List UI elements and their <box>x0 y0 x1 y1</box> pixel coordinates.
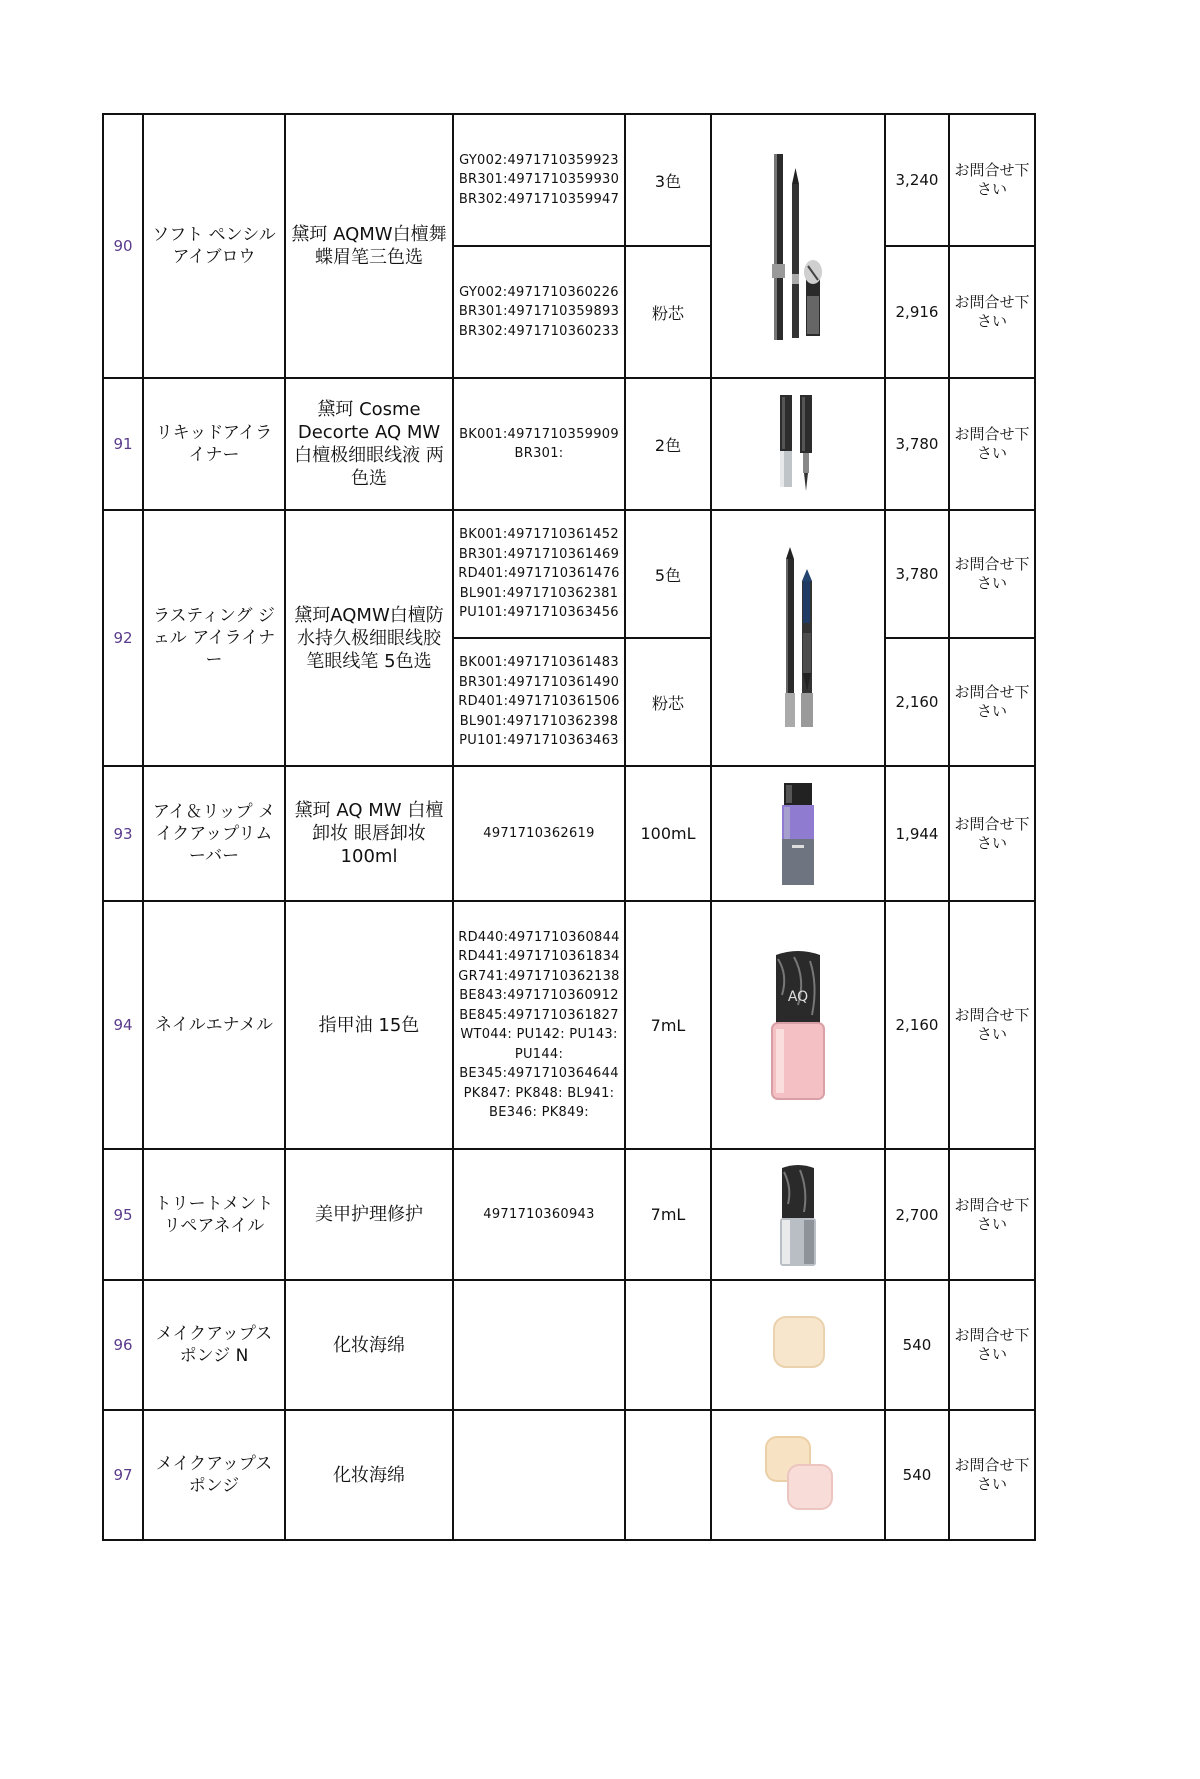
product-image <box>711 510 885 766</box>
japanese-name: ソフト ペンシル アイブロウ <box>143 114 285 378</box>
japanese-name: リキッドアイライナー <box>143 378 285 510</box>
spec <box>625 1280 711 1410</box>
spec: 7mL <box>625 1149 711 1280</box>
product-codes <box>453 1280 625 1410</box>
japanese-name: ラスティング ジェル アイライナー <box>143 510 285 766</box>
spec: 3色 <box>625 114 711 246</box>
table-row <box>103 1280 1035 1410</box>
note: お問合せ下さい <box>949 901 1035 1149</box>
product-codes: BK001:4971710359909 BR301: <box>453 378 625 510</box>
chinese-name: 黛珂AQMW白檀防水持久极细眼线胶笔眼线笔 5色选 <box>285 510 453 766</box>
product-codes: 4971710362619 <box>453 766 625 901</box>
row-number: 95 <box>103 1149 143 1280</box>
price: 3,780 <box>885 378 949 510</box>
svg-text:AQ: AQ <box>787 989 809 1005</box>
product-codes: BK001:4971710361452 BR301:4971710361469 RD401:4971710361476 BL901:4971710362381 PU101:4971710363456 <box>453 510 625 638</box>
liquid-eyeliner-icon <box>748 389 848 499</box>
product-image <box>711 766 885 901</box>
table-row <box>103 510 1035 638</box>
table-row <box>103 766 1035 901</box>
product-codes: GY002:4971710359923 BR301:4971710359930 BR302:4971710359947 <box>453 114 625 246</box>
japanese-name: アイ＆リップ メイクアップリムーバー <box>143 766 285 901</box>
note: お問合せ下さい <box>949 1149 1035 1280</box>
row-number: 92 <box>103 510 143 766</box>
row-number: 97 <box>103 1410 143 1540</box>
chinese-name: 黛珂 AQMW白檀舞蝶眉笔三色选 <box>285 114 453 378</box>
gel-eyeliner-icon <box>748 543 848 733</box>
product-image <box>711 901 885 1149</box>
note: お問合せ下さい <box>949 1410 1035 1540</box>
table-row <box>103 1410 1035 1540</box>
note: お問合せ下さい <box>949 246 1035 378</box>
product-codes <box>453 1410 625 1540</box>
note: お問合せ下さい <box>949 378 1035 510</box>
note: お問合せ下さい <box>949 1280 1035 1410</box>
product-codes: 4971710360943 <box>453 1149 625 1280</box>
product-codes: RD440:4971710360844 RD441:4971710361834 GR741:4971710362138 BE843:4971710360912 BE845:4971710361827 WT044: PU142: PU143: PU144: BE345:4971710364644 PK847: PK848: BL941: BE346: PK849: <box>453 901 625 1149</box>
row-number: 91 <box>103 378 143 510</box>
product-codes: GY002:4971710360226 BR301:4971710359893 BR302:4971710360233 <box>453 246 625 378</box>
spec: 5色 <box>625 510 711 638</box>
nail-treatment-bottle-icon <box>748 1160 848 1270</box>
product-image <box>711 1149 885 1280</box>
product-image <box>711 114 885 378</box>
chinese-name: 化妆海绵 <box>285 1280 453 1410</box>
row-number: 90 <box>103 114 143 378</box>
table-row <box>103 114 1035 246</box>
spec: 2色 <box>625 378 711 510</box>
price: 2,160 <box>885 901 949 1149</box>
price: 540 <box>885 1410 949 1540</box>
table-row <box>103 378 1035 510</box>
product-image <box>711 1280 885 1410</box>
price: 3,240 <box>885 114 949 246</box>
spec: 粉芯 <box>625 638 711 766</box>
table-row <box>103 1149 1035 1280</box>
spec: 粉芯 <box>625 246 711 378</box>
chinese-name: 化妆海绵 <box>285 1410 453 1540</box>
spec <box>625 1410 711 1540</box>
chinese-name: 美甲护理修护 <box>285 1149 453 1280</box>
product-image <box>711 1410 885 1540</box>
product-codes: BK001:4971710361483 BR301:4971710361490 RD401:4971710361506 BL901:4971710362398 PU101:4971710363463 <box>453 638 625 766</box>
product-table <box>102 113 1036 1541</box>
japanese-name: ネイルエナメル <box>143 901 285 1149</box>
japanese-name: トリートメント リペアネイル <box>143 1149 285 1280</box>
note: お問合せ下さい <box>949 510 1035 638</box>
chinese-name: 黛珂 Cosme Decorte AQ MW白檀极细眼线液 两色选 <box>285 378 453 510</box>
row-number: 96 <box>103 1280 143 1410</box>
price: 3,780 <box>885 510 949 638</box>
row-number: 93 <box>103 766 143 901</box>
makeup-remover-bottle-icon <box>748 779 848 889</box>
nail-enamel-bottle-icon <box>748 945 848 1105</box>
price: 1,944 <box>885 766 949 901</box>
price: 540 <box>885 1280 949 1410</box>
chinese-name: 黛珂 AQ MW 白檀卸妆 眼唇卸妆100ml <box>285 766 453 901</box>
chinese-name: 指甲油 15色 <box>285 901 453 1149</box>
spec: 100mL <box>625 766 711 901</box>
price: 2,700 <box>885 1149 949 1280</box>
japanese-name: メイクアップスポンジ N <box>143 1280 285 1410</box>
makeup-sponge-icon <box>748 1305 848 1385</box>
product-image <box>711 378 885 510</box>
spec: 7mL <box>625 901 711 1149</box>
table-row <box>103 901 1035 1149</box>
note: お問合せ下さい <box>949 766 1035 901</box>
price: 2,916 <box>885 246 949 378</box>
note: お問合せ下さい <box>949 114 1035 246</box>
makeup-sponge-pair-icon <box>748 1425 848 1525</box>
price: 2,160 <box>885 638 949 766</box>
eyebrow-pencil-icon <box>748 146 848 346</box>
japanese-name: メイクアップスポンジ <box>143 1410 285 1540</box>
note: お問合せ下さい <box>949 638 1035 766</box>
row-number: 94 <box>103 901 143 1149</box>
